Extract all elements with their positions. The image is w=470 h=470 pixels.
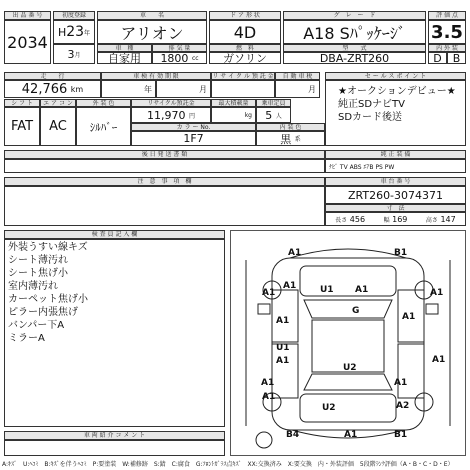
capacity-cell: 5 人 bbox=[256, 107, 291, 123]
mark-left-mid-a1: A1 bbox=[276, 316, 290, 326]
selling-points-label: セ ー ル ス ポ イ ン ト bbox=[325, 72, 466, 80]
car-name-label: 車 名 bbox=[97, 11, 207, 20]
damage-legend: A:ｷｽﾞ U:ﾍｺﾐ B:ｷｽﾞを伴うﾍｺﾐ P:要塗装 W:補修跡 S:錆 C:腐食 G:ﾌﾛﾝﾄｶﾞﾗｽ点ｷｽﾞ XX:交換済み X:要交換 内・外装評価 5段階ﾗﾝｸ評価（A・B・C・D・E） bbox=[2, 461, 454, 468]
width-value: 169 bbox=[392, 214, 408, 224]
dimensions-values: 長さ 456 幅 169 高さ 147 bbox=[325, 212, 466, 226]
genuine-equipment: ﾅﾋﾞ TV ABS ｴｱB PS PW bbox=[325, 159, 466, 173]
selling-point-2: 純正SDナビTV bbox=[338, 99, 405, 110]
displacement-label: 排 気 量 bbox=[152, 44, 207, 52]
reg-year: 23 bbox=[66, 24, 85, 40]
usage-label: 車 種 bbox=[97, 44, 152, 52]
mark-roof-a1: A1 bbox=[355, 285, 369, 295]
doors-label: ド ア 形 状 bbox=[209, 11, 281, 20]
genuine-equipment-label: 純 正 装 備 bbox=[325, 150, 466, 159]
mark-left-door-u1: U1 bbox=[276, 343, 290, 353]
mark-rear-u2: U2 bbox=[343, 363, 357, 373]
grade: A18 Sﾊﾟｯｹｰｼﾞ bbox=[283, 20, 426, 44]
inspector-note-2: シート薄汚れ bbox=[8, 255, 68, 266]
mark-bottom-b1: B1 bbox=[394, 430, 408, 440]
first-reg-label: 初度登録 bbox=[53, 11, 95, 20]
mark-trunk-u2: U2 bbox=[322, 403, 336, 413]
color-no-label: カ ラ ー No. bbox=[131, 123, 256, 131]
mark-roof-u1: U1 bbox=[320, 285, 334, 295]
int-ext-label: 内 外 装 bbox=[428, 44, 466, 52]
notices-label: 注 意 事 項 欄 bbox=[4, 177, 325, 186]
capacity-label: 乗車定員 bbox=[256, 99, 291, 107]
inspector-note-6: ピラー内張焦げ bbox=[8, 307, 78, 318]
first-registration bbox=[53, 20, 95, 44]
model-code-label: 型 式 bbox=[283, 44, 426, 52]
length-value: 456 bbox=[349, 214, 366, 224]
hood bbox=[300, 266, 396, 296]
mileage-value: 42,766 bbox=[21, 81, 68, 97]
inspector-label: 検 査 員 記 入 欄 bbox=[4, 230, 225, 239]
recycle-value: 11,970 bbox=[146, 108, 186, 122]
inspection-month: 月 bbox=[156, 80, 211, 98]
mark-right-front: A1 bbox=[430, 288, 444, 298]
mirror-left bbox=[258, 304, 270, 314]
posterior-docs-label: 後 日 発 送 書 類 bbox=[4, 150, 325, 159]
mark-tail-a1: A1 bbox=[262, 392, 276, 402]
windshield bbox=[304, 300, 392, 318]
usage: 自家用 bbox=[97, 52, 152, 64]
color-no-value: 1F7 bbox=[131, 131, 256, 146]
front-bumper bbox=[290, 249, 406, 258]
inspection-year: 年 bbox=[101, 80, 156, 98]
tax-label: 自 動 車 税 bbox=[275, 72, 320, 80]
inspector-note-3: シート焦げ小 bbox=[8, 268, 68, 279]
int-color-cell: 黒 系 bbox=[256, 131, 325, 146]
int-color-value: 黒 bbox=[280, 132, 292, 146]
chassis-number: ZRT260-3074371 bbox=[325, 186, 466, 204]
mark-bottom-a1: A1 bbox=[344, 430, 358, 440]
pickup-label: 車 両 紹 介 コ メ ン ト bbox=[4, 431, 225, 440]
pickup-box bbox=[4, 440, 225, 456]
fuel-label: 燃 料 bbox=[209, 44, 281, 52]
ext-color-value: ｼﾙﾊﾞｰ bbox=[76, 107, 131, 146]
max-load-label: 最大積載量 bbox=[211, 99, 256, 107]
ac-label: エ ア コ ン bbox=[40, 99, 76, 107]
shift-label: シ フ ト bbox=[4, 99, 40, 107]
model-code: DBA-ZRT260 bbox=[283, 52, 426, 64]
year-unit: 年 bbox=[84, 29, 91, 37]
selling-point-1: ★オークションデビュー★ bbox=[338, 86, 456, 97]
inspector-note-4: 室内薄汚れ bbox=[8, 281, 58, 292]
mileage-cell bbox=[4, 80, 101, 98]
inspector-note-5: カーペット焦げ小 bbox=[8, 294, 88, 305]
inspection-label: 車 検 有 効 期 限 bbox=[101, 72, 211, 80]
overall-score: 3.5 bbox=[428, 20, 466, 44]
posterior-docs-box bbox=[4, 159, 325, 173]
exterior-grade: B bbox=[447, 52, 466, 64]
grade-label: グ レ ー ド bbox=[283, 11, 426, 20]
era: H bbox=[57, 25, 67, 39]
int-color-label: 内 装 色 bbox=[256, 123, 325, 131]
mark-left-rear-a1: A1 bbox=[261, 378, 275, 388]
ac-value: AC bbox=[40, 107, 76, 146]
inspector-note-7: バンパー下A bbox=[8, 320, 65, 331]
mark-bottom-b4: B4 bbox=[286, 430, 300, 440]
displacement: 1800 cc bbox=[152, 52, 207, 64]
spare-tire bbox=[256, 432, 272, 448]
distance-label: 走 行 bbox=[4, 72, 101, 80]
mark-front-left-side: A1 bbox=[262, 288, 276, 298]
mileage-unit: km bbox=[70, 84, 84, 94]
car-diagram bbox=[230, 230, 466, 456]
height-value: 147 bbox=[440, 214, 456, 224]
mark-front-right-top: B1 bbox=[394, 248, 408, 258]
recycle-label: リサイクル預託金 bbox=[131, 99, 211, 107]
mark-right-rear-a1: A1 bbox=[394, 378, 408, 388]
ext-color-label: 外 装 色 bbox=[76, 99, 131, 107]
max-load-unit: kg bbox=[211, 107, 256, 123]
notices-box bbox=[4, 186, 325, 226]
rear-window bbox=[304, 374, 392, 390]
recycle-value-cell: 11,970 円 bbox=[131, 107, 211, 123]
mark-center-g: G bbox=[352, 306, 360, 316]
mark-hood-left: A1 bbox=[283, 281, 297, 291]
score-label: 評 価 点 bbox=[428, 11, 466, 20]
recycle-deposit-label: リ サ イ ク ル 預 託 金 bbox=[212, 73, 274, 80]
door-type: 4D bbox=[209, 20, 281, 44]
shift-value: FAT bbox=[4, 107, 40, 146]
chassis-no-label: 車 台 番 号 bbox=[325, 177, 466, 186]
interior-grade: D bbox=[428, 52, 447, 64]
lot-number: 2034 bbox=[4, 20, 51, 64]
mirror-right bbox=[426, 304, 438, 314]
lot-no-label: 出 品 番 号 bbox=[4, 11, 51, 20]
trunk bbox=[300, 394, 396, 422]
inspector-note-1: 外装うすい線キズ bbox=[8, 242, 88, 253]
dimensions-label: 寸 法 bbox=[325, 204, 466, 212]
reg-month: 3 月 bbox=[53, 44, 95, 64]
recycle-deposit-value bbox=[211, 80, 275, 98]
right-rear-door bbox=[398, 344, 424, 398]
car-name: アリオン bbox=[97, 20, 207, 44]
selling-point-3: SDカード後送 bbox=[338, 112, 403, 123]
mark-right-door-a1: A1 bbox=[432, 355, 446, 365]
mark-right-mid-a1: A1 bbox=[402, 312, 416, 322]
mark-front-left-top: A1 bbox=[288, 248, 302, 258]
inspector-note-8: ミラーA bbox=[8, 333, 45, 344]
fuel: ガソリン bbox=[209, 52, 281, 64]
mark-left-door-a1: A1 bbox=[276, 356, 290, 366]
tax-month: 月 bbox=[275, 80, 320, 98]
capacity-value: 5 bbox=[265, 108, 273, 122]
mark-rear-a2: A2 bbox=[396, 401, 410, 411]
